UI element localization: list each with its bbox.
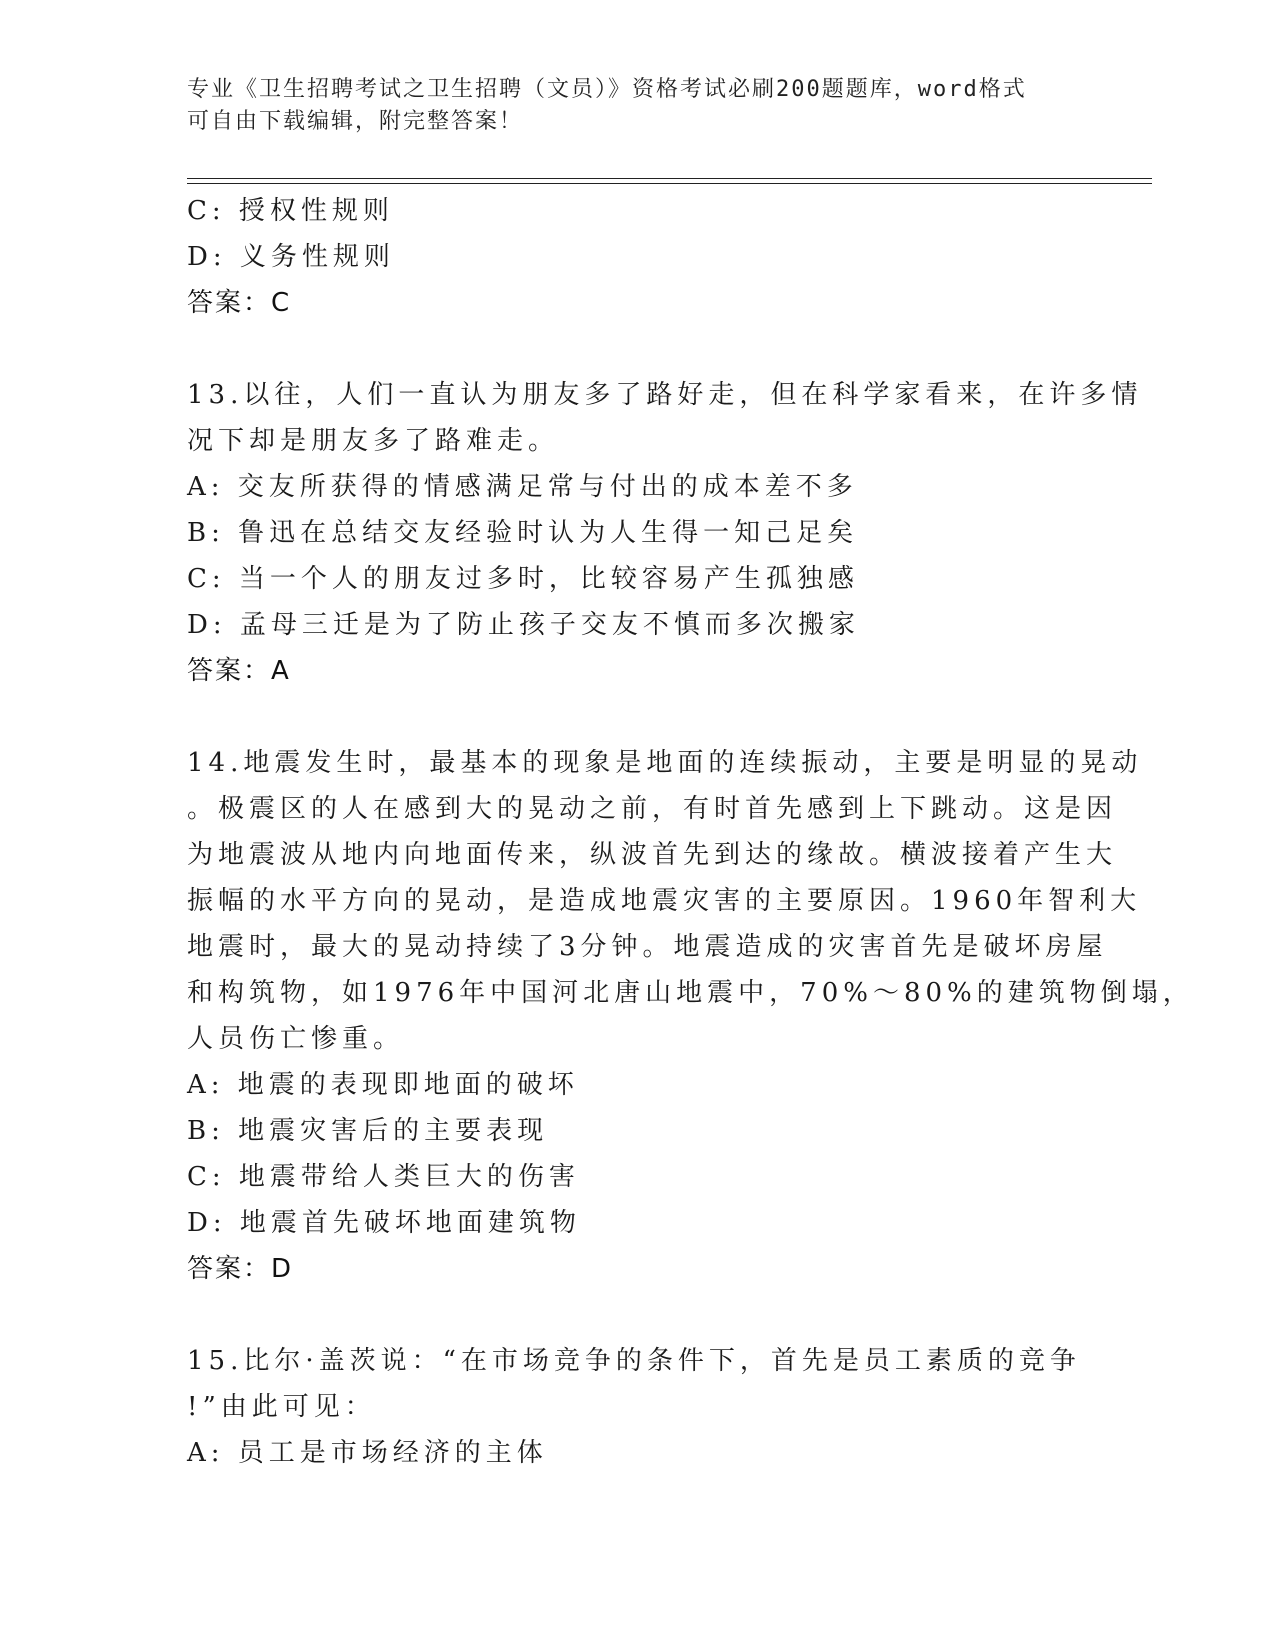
question-13 xyxy=(187,372,1143,694)
page-header xyxy=(187,74,1067,138)
spacer xyxy=(187,694,1087,740)
q14-stem-line: 地震时，最大的晃动持续了3分钟。地震造成的灾害首先是破坏房屋 xyxy=(187,932,1108,962)
question-15 xyxy=(187,1338,1087,1476)
spacer xyxy=(187,326,1087,372)
q13-stem-line: 13.以往，人们一直认为朋友多了路好走，但在科学家看来，在许多情 xyxy=(187,380,1143,410)
header-title-line-1: 专业《卫生招聘考试之卫生招聘（文员）》资格考试必刷200题题库，word格式 xyxy=(187,77,1027,102)
q15-stem-line: 15.比尔·盖茨说：“在市场竞争的条件下，首先是员工素质的竞争 xyxy=(187,1346,1081,1376)
q12-option-d: D: 义务性规则 xyxy=(187,242,395,272)
question-content xyxy=(187,188,1194,1476)
q14-option-b: B: 地震灾害后的主要表现 xyxy=(187,1116,549,1146)
q13-answer: 答案：A xyxy=(187,656,291,686)
header-divider-top xyxy=(187,178,1152,179)
q15-option-a: A: 员工是市场经济的主体 xyxy=(187,1438,548,1468)
question-14 xyxy=(187,740,1194,1292)
q13-option-a: A: 交友所获得的情感满足常与付出的成本差不多 xyxy=(187,472,858,502)
q12-answer: 答案：C xyxy=(187,288,292,318)
q14-stem-line: 人员伤亡惨重。 xyxy=(187,1024,405,1054)
q13-option-c: C: 当一个人的朋友过多时，比较容易产生孤独感 xyxy=(187,564,859,594)
q15-stem-line: !”由此可见： xyxy=(187,1392,376,1422)
q13-option-b: B: 鲁迅在总结交友经验时认为人生得一知己足矣 xyxy=(187,518,859,548)
q14-stem-line: 。极震区的人在感到大的晃动之前，有时首先感到上下跳动。这是因 xyxy=(187,794,1118,824)
question-12-tail xyxy=(187,188,1087,326)
q14-answer: 答案：D xyxy=(187,1254,294,1284)
q14-stem-line: 振幅的水平方向的晃动，是造成地震灾害的主要原因。1960年智利大 xyxy=(187,886,1142,916)
spacer xyxy=(187,1292,1087,1338)
q14-option-a: A: 地震的表现即地面的破坏 xyxy=(187,1070,579,1100)
q12-option-c: C: 授权性规则 xyxy=(187,196,394,226)
q14-stem-line: 14.地震发生时，最基本的现象是地面的连续振动，主要是明显的晃动 xyxy=(187,748,1143,778)
q13-stem-line: 况下却是朋友多了路难走。 xyxy=(187,426,560,456)
q14-stem-line: 为地震波从地内向地面传来，纵波首先到达的缘故。横波接着产生大 xyxy=(187,840,1118,870)
header-divider-bottom xyxy=(187,183,1152,184)
header-title-line-2: 可自由下载编辑，附完整答案！ xyxy=(187,109,524,134)
q14-option-d: D: 地震首先破坏地面建筑物 xyxy=(187,1208,581,1238)
q14-option-c: C: 地震带给人类巨大的伤害 xyxy=(187,1162,580,1192)
q13-option-d: D: 孟母三迁是为了防止孩子交友不慎而多次搬家 xyxy=(187,610,860,640)
q14-stem-line: 和构筑物，如1976年中国河北唐山地震中，70%～80%的建筑物倒塌， xyxy=(187,978,1194,1008)
